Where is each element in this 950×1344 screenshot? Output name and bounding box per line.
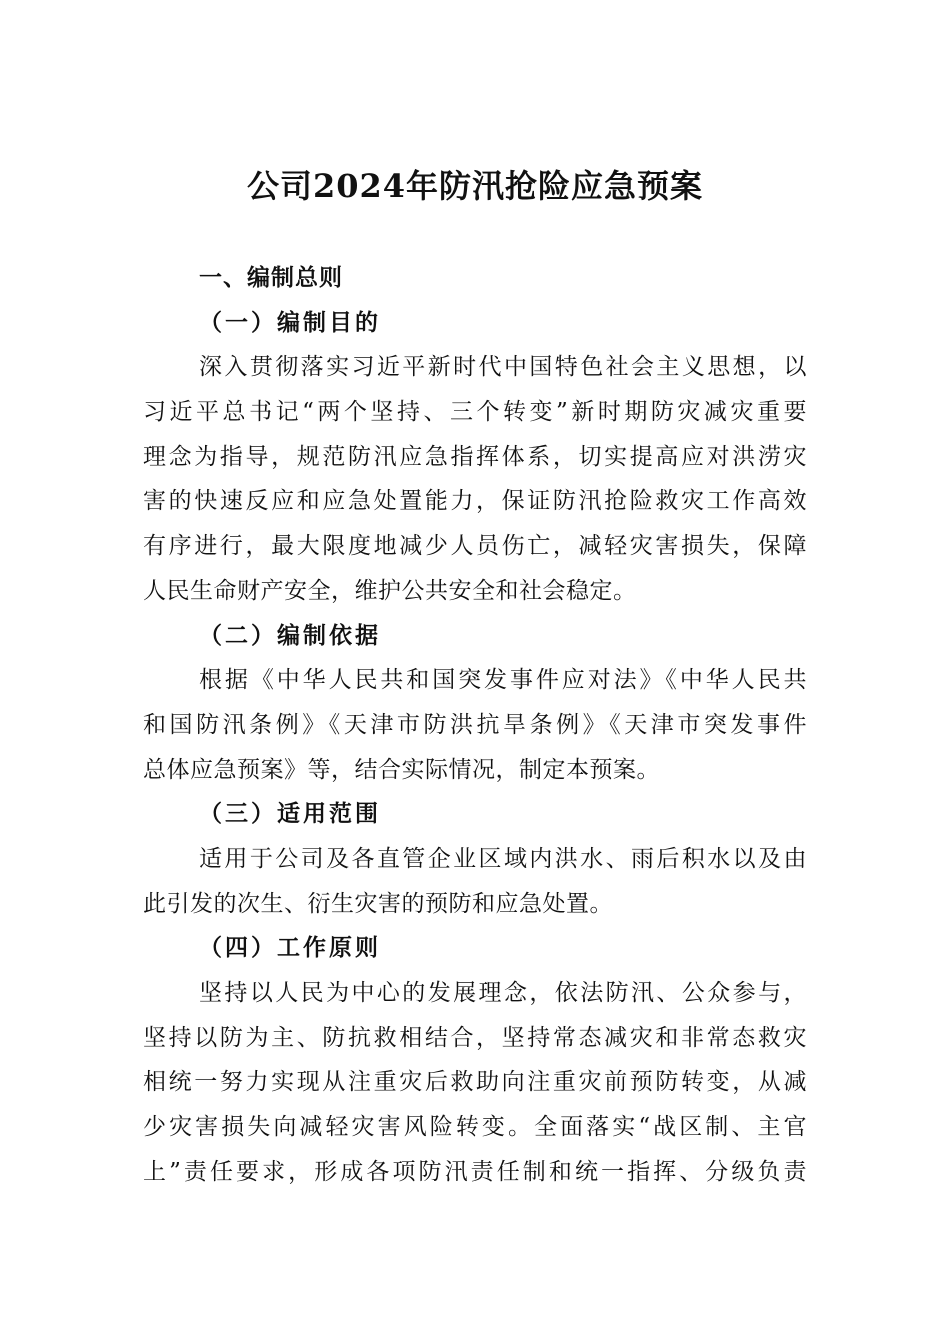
paragraph-line: 上”责任要求，形成各项防汛责任制和统一指挥、分级负责 [143,1158,807,1185]
document-title: 公司2024年防汛抢险应急预案 [246,167,704,205]
paragraph-line: 深入贯彻落实习近平新时代中国特色社会主义思想，以 [199,354,807,381]
subsection-heading-scope: （三）适用范围 [199,800,381,828]
paragraph-line: 坚持以人民为中心的发展理念，依法防汛、公众参与， [199,980,807,1006]
subsection-heading-principles: （四）工作原则 [199,934,381,962]
paragraph-line: 和国防汛条例》《天津市防洪抗旱条例》《天津市突发事件 [143,711,807,738]
subsection-heading-purpose: （一）编制目的 [199,308,381,336]
section-heading-general-principles: 一、编制总则 [199,265,343,291]
paragraph-line: 习近平总书记“两个坚持、三个转变”新时期防灾减灾重要 [143,399,807,426]
paragraph-line: 人民生命财产安全，维护公共安全和社会稳定。 [143,577,637,604]
paragraph-line: 理念为指导，规范防汛应急指挥体系，切实提高应对洪涝灾 [143,443,807,470]
paragraph-line: 根据《中华人民共和国突发事件应对法》《中华人民共 [199,667,807,694]
paragraph-line: 害的快速反应和应急处置能力，保证防汛抢险救灾工作高效 [143,488,807,515]
paragraph-line: 相统一努力实现从注重灾后救助向注重灾前预防转变，从减 [143,1069,807,1096]
paragraph-line: 有序进行，最大限度地减少人员伤亡，减轻灾害损失，保障 [143,533,807,560]
subsection-heading-basis: （二）编制依据 [199,621,381,649]
document-body [143,256,807,1194]
paragraph-line: 适用于公司及各直管企业区域内洪水、雨后积水以及由 [199,845,807,872]
paragraph-line: 此引发的次生、衍生灾害的预防和应急处置。 [143,890,613,917]
paragraph-line: 坚持以防为主、防抗救相结合，坚持常态减灾和非常态救灾 [143,1024,807,1051]
paragraph-line: 少灾害损失向减轻灾害风险转变。全面落实“战区制、主官 [143,1114,807,1141]
paragraph-line: 总体应急预案》等，结合实际情况，制定本预案。 [143,756,660,783]
